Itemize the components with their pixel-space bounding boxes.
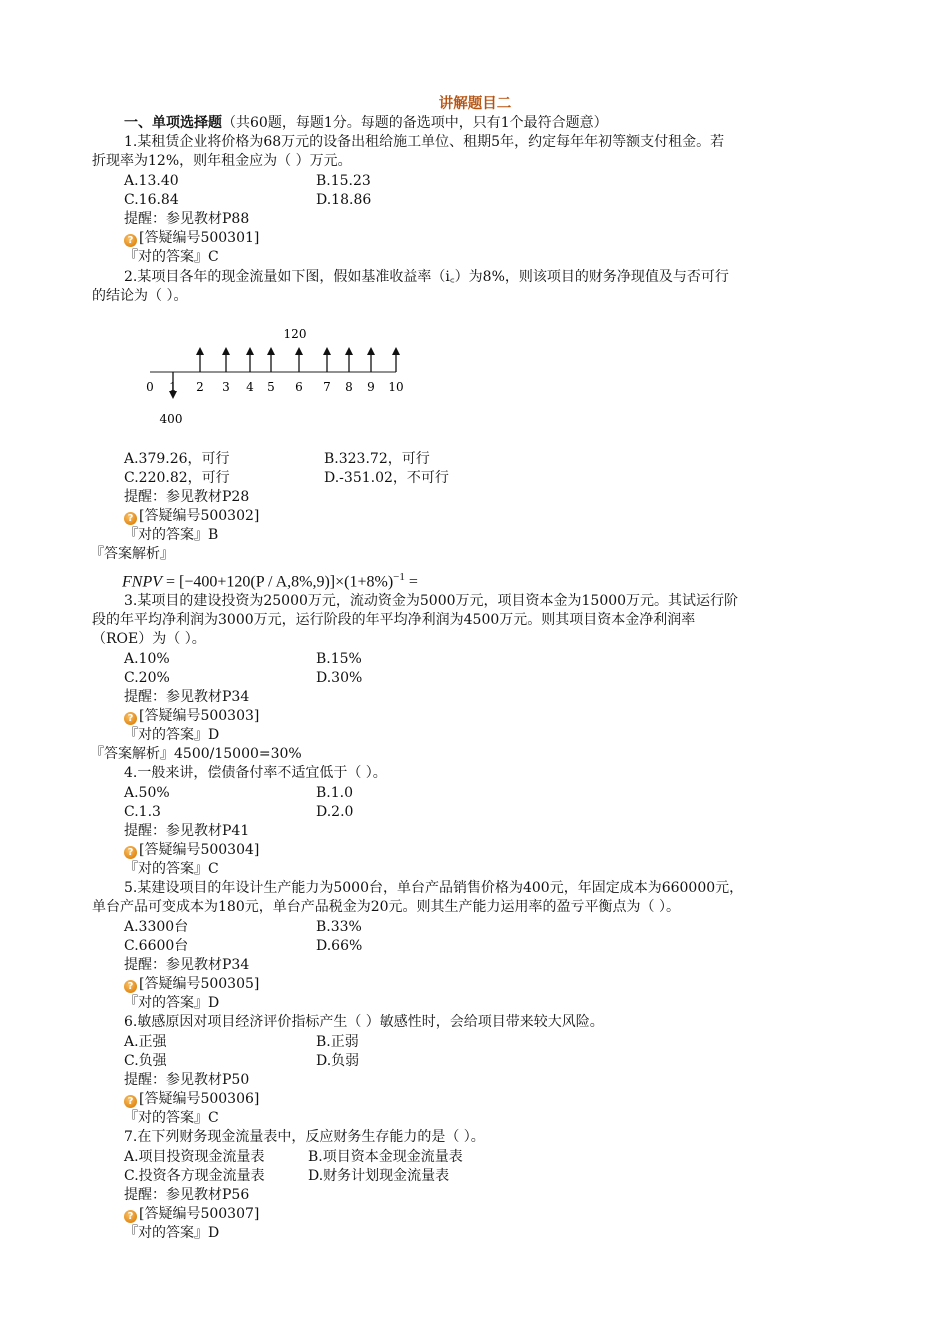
q1-stem-line1: 1.某租赁企业将价格为68万元的设备出租给施工单位、租期5年，约定每年年初等额支付租金。若 xyxy=(124,134,725,150)
tick-label: 8 xyxy=(345,380,353,394)
q7-code: [答疑编号500307] xyxy=(139,1206,260,1222)
diagram-bottom-label: 400 xyxy=(159,412,183,426)
q5-answer: 『对的答案』D xyxy=(124,995,220,1011)
q5-code-row[interactable] xyxy=(124,975,894,994)
q4-hint: 提醒：参见教材P41 xyxy=(124,823,250,839)
inflow-arrow-head xyxy=(323,347,331,355)
q7-option-b: B.项目资本金现金流量表 xyxy=(308,1149,463,1165)
q5-stem-line2: 单台产品可变成本为180元，单台产品税金为20元。则其生产能力运用率的盈亏平衡点为（ ）。 xyxy=(92,899,680,915)
inflow-arrow-head xyxy=(267,347,275,355)
q4-options-row1 xyxy=(124,784,894,803)
question-mark-icon[interactable]: ? xyxy=(124,234,137,247)
q5-option-b: B.33% xyxy=(316,919,362,935)
q4-answer: 『对的答案』C xyxy=(124,861,219,877)
question-mark-icon[interactable]: ? xyxy=(124,712,137,725)
q2-option-a: A.379.26，可行 xyxy=(124,451,230,467)
question-mark-icon[interactable]: ? xyxy=(124,1210,137,1223)
q5-option-a: A.3300台 xyxy=(124,919,189,935)
formula-tail: = xyxy=(404,573,418,591)
diagram-top-label: 120 xyxy=(283,327,307,341)
q4-code: [答疑编号500304] xyxy=(139,842,260,858)
q2-options-row1 xyxy=(124,450,894,469)
q3-code-row[interactable] xyxy=(124,707,894,726)
q7-hint: 提醒：参见教材P56 xyxy=(124,1187,250,1203)
q1-stem-line2: 折现率为12%，则年租金应为（ ）万元。 xyxy=(92,153,352,169)
q3-stem-line3: （ROE）为（ ）。 xyxy=(92,631,206,647)
q4-option-c: C.1.3 xyxy=(124,804,161,820)
q3-options-row1 xyxy=(124,650,894,669)
q6-code-row[interactable] xyxy=(124,1090,894,1109)
q2-stem-line1: 2.某项目各年的现金流量如下图，假如基准收益率（i꜀）为8%，则该项目的财务净现值及与否可行 xyxy=(124,269,729,285)
q2-analysis-label: 『答案解析』 xyxy=(90,546,174,562)
section-header xyxy=(124,114,894,133)
q2-stem-line2: 的结论为（ ）。 xyxy=(92,288,188,304)
q1-option-b: B.15.23 xyxy=(316,173,371,189)
inflow-arrow-head xyxy=(367,347,375,355)
inflow-arrow-head xyxy=(295,347,303,355)
tick-label: 6 xyxy=(295,380,303,394)
inflow-arrow-head xyxy=(392,347,400,355)
tick-label: 4 xyxy=(246,380,254,394)
question-mark-icon[interactable]: ? xyxy=(124,846,137,859)
q3-stem-line1: 3.某项目的建设投资为25000万元，流动资金为5000万元，项目资本金为15000万元。其试运行阶 xyxy=(124,593,739,609)
q5-option-d: D.66% xyxy=(316,938,363,954)
q4-option-b: B.1.0 xyxy=(316,785,354,801)
inflow-arrow-head xyxy=(345,347,353,355)
q3-option-c: C.20% xyxy=(124,670,170,686)
formula-exponent: −1 xyxy=(393,571,405,583)
tick-label: 9 xyxy=(367,380,375,394)
q2-code-row[interactable] xyxy=(124,507,894,526)
q3-code: [答疑编号500303] xyxy=(139,708,260,724)
q1-options-row1 xyxy=(124,172,894,191)
q5-hint: 提醒：参见教材P34 xyxy=(124,957,250,973)
question-mark-icon[interactable]: ? xyxy=(124,1095,137,1108)
q4-option-a: A.50% xyxy=(124,785,170,801)
q3-analysis: 『答案解析』4500/15000=30% xyxy=(90,746,302,762)
q6-options-row2 xyxy=(124,1052,894,1071)
q7-stem-line1: 7.在下列财务现金流量表中，反应财务生存能力的是（ ）。 xyxy=(124,1129,485,1145)
q6-options-row1 xyxy=(124,1033,894,1052)
q2-options-row2 xyxy=(124,469,894,488)
q5-stem-line1: 5.某建设项目的年设计生产能力为5000台，单台产品销售价格为400元，年固定成本为660000元， xyxy=(124,880,744,896)
q1-option-c: C.16.84 xyxy=(124,192,179,208)
q6-option-c: C.负强 xyxy=(124,1053,167,1069)
q6-option-b: B.正弱 xyxy=(316,1034,359,1050)
tick-label: 2 xyxy=(196,380,204,394)
q4-options-row2 xyxy=(124,803,894,822)
q7-options-row1 xyxy=(124,1148,894,1167)
q4-stem-line1: 4.一般来讲，偿债备付率不适宜低于（ ）。 xyxy=(124,765,387,781)
tick-label: 5 xyxy=(267,380,275,394)
q1-option-d: D.18.86 xyxy=(316,192,372,208)
question-mark-icon[interactable]: ? xyxy=(124,512,137,525)
q7-options-row2 xyxy=(124,1167,894,1186)
q3-stem-line2: 段的年平均净利润为3000万元，运行阶段的年平均净利润为4500万元。则其项目资本金净利润率 xyxy=(92,612,696,628)
tick-label: 0 xyxy=(146,380,154,394)
q1-options-row2 xyxy=(124,191,894,210)
q2-hint: 提醒：参见教材P28 xyxy=(124,489,250,505)
q5-code: [答疑编号500305] xyxy=(139,976,260,992)
q7-option-a: A.项目投资现金流量表 xyxy=(124,1149,265,1165)
document-title: 讲解题目二 xyxy=(438,95,512,112)
q3-option-d: D.30% xyxy=(316,670,363,686)
q1-hint: 提醒：参见教材P88 xyxy=(124,211,250,227)
q7-option-d: D.财务计划现金流量表 xyxy=(308,1168,450,1184)
q4-option-d: D.2.0 xyxy=(316,804,354,820)
q6-stem-line1: 6.敏感原因对项目经济评价指标产生（ ）敏感性时，会给项目带来较大风险。 xyxy=(124,1014,604,1030)
q6-option-d: D.负弱 xyxy=(316,1053,360,1069)
q7-answer: 『对的答案』D xyxy=(124,1225,220,1241)
q2-option-b: B.323.72，可行 xyxy=(324,451,430,467)
inflow-arrow-head xyxy=(196,347,204,355)
q5-options-row2 xyxy=(124,937,894,956)
q6-option-a: A.正强 xyxy=(124,1034,167,1050)
q3-options-row2 xyxy=(124,669,894,688)
q7-code-row[interactable] xyxy=(124,1205,894,1224)
formula-rhs: = [−400+120(P / A,8%,9)]×(1+8%) xyxy=(162,573,394,591)
q1-option-a: A.13.40 xyxy=(124,173,179,189)
tick-labels xyxy=(146,380,403,394)
q3-option-a: A.10% xyxy=(124,651,170,667)
q1-answer: 『对的答案』C xyxy=(124,249,219,265)
q2-option-d: D.-351.02，不可行 xyxy=(324,470,449,486)
q3-hint: 提醒：参见教材P34 xyxy=(124,689,250,705)
q1-code: [答疑编号500301] xyxy=(139,230,260,246)
section-heading: 一、单项选择题 xyxy=(124,115,222,131)
q5-options-row1 xyxy=(124,918,894,937)
q3-option-b: B.15% xyxy=(316,651,362,667)
q2-code: [答疑编号500302] xyxy=(139,508,260,524)
question-mark-icon[interactable]: ? xyxy=(124,980,137,993)
q3-answer: 『对的答案』D xyxy=(124,727,220,743)
q2-formula xyxy=(122,566,418,591)
tick-label: 1 xyxy=(169,380,177,394)
inflow-arrow-head xyxy=(222,347,230,355)
q6-code: [答疑编号500306] xyxy=(139,1091,260,1107)
q1-code-row[interactable] xyxy=(124,229,894,248)
inflow-arrows xyxy=(196,347,400,372)
q6-answer: 『对的答案』C xyxy=(124,1110,219,1126)
q5-option-c: C.6600台 xyxy=(124,938,189,954)
q2-answer: 『对的答案』B xyxy=(124,527,219,543)
cash-flow-diagram xyxy=(140,322,420,430)
section-note: （共60题，每题1分。每题的备选项中，只有1个最符合题意） xyxy=(222,115,608,131)
formula-lhs: FNPV xyxy=(122,573,162,591)
q4-code-row[interactable] xyxy=(124,841,894,860)
q2-option-c: C.220.82，可行 xyxy=(124,470,230,486)
inflow-arrow-head xyxy=(246,347,254,355)
q7-option-c: C.投资各方现金流量表 xyxy=(124,1168,265,1184)
tick-label: 10 xyxy=(388,380,404,394)
tick-label: 7 xyxy=(323,380,331,394)
q6-hint: 提醒：参见教材P50 xyxy=(124,1072,250,1088)
tick-label: 3 xyxy=(222,380,230,394)
